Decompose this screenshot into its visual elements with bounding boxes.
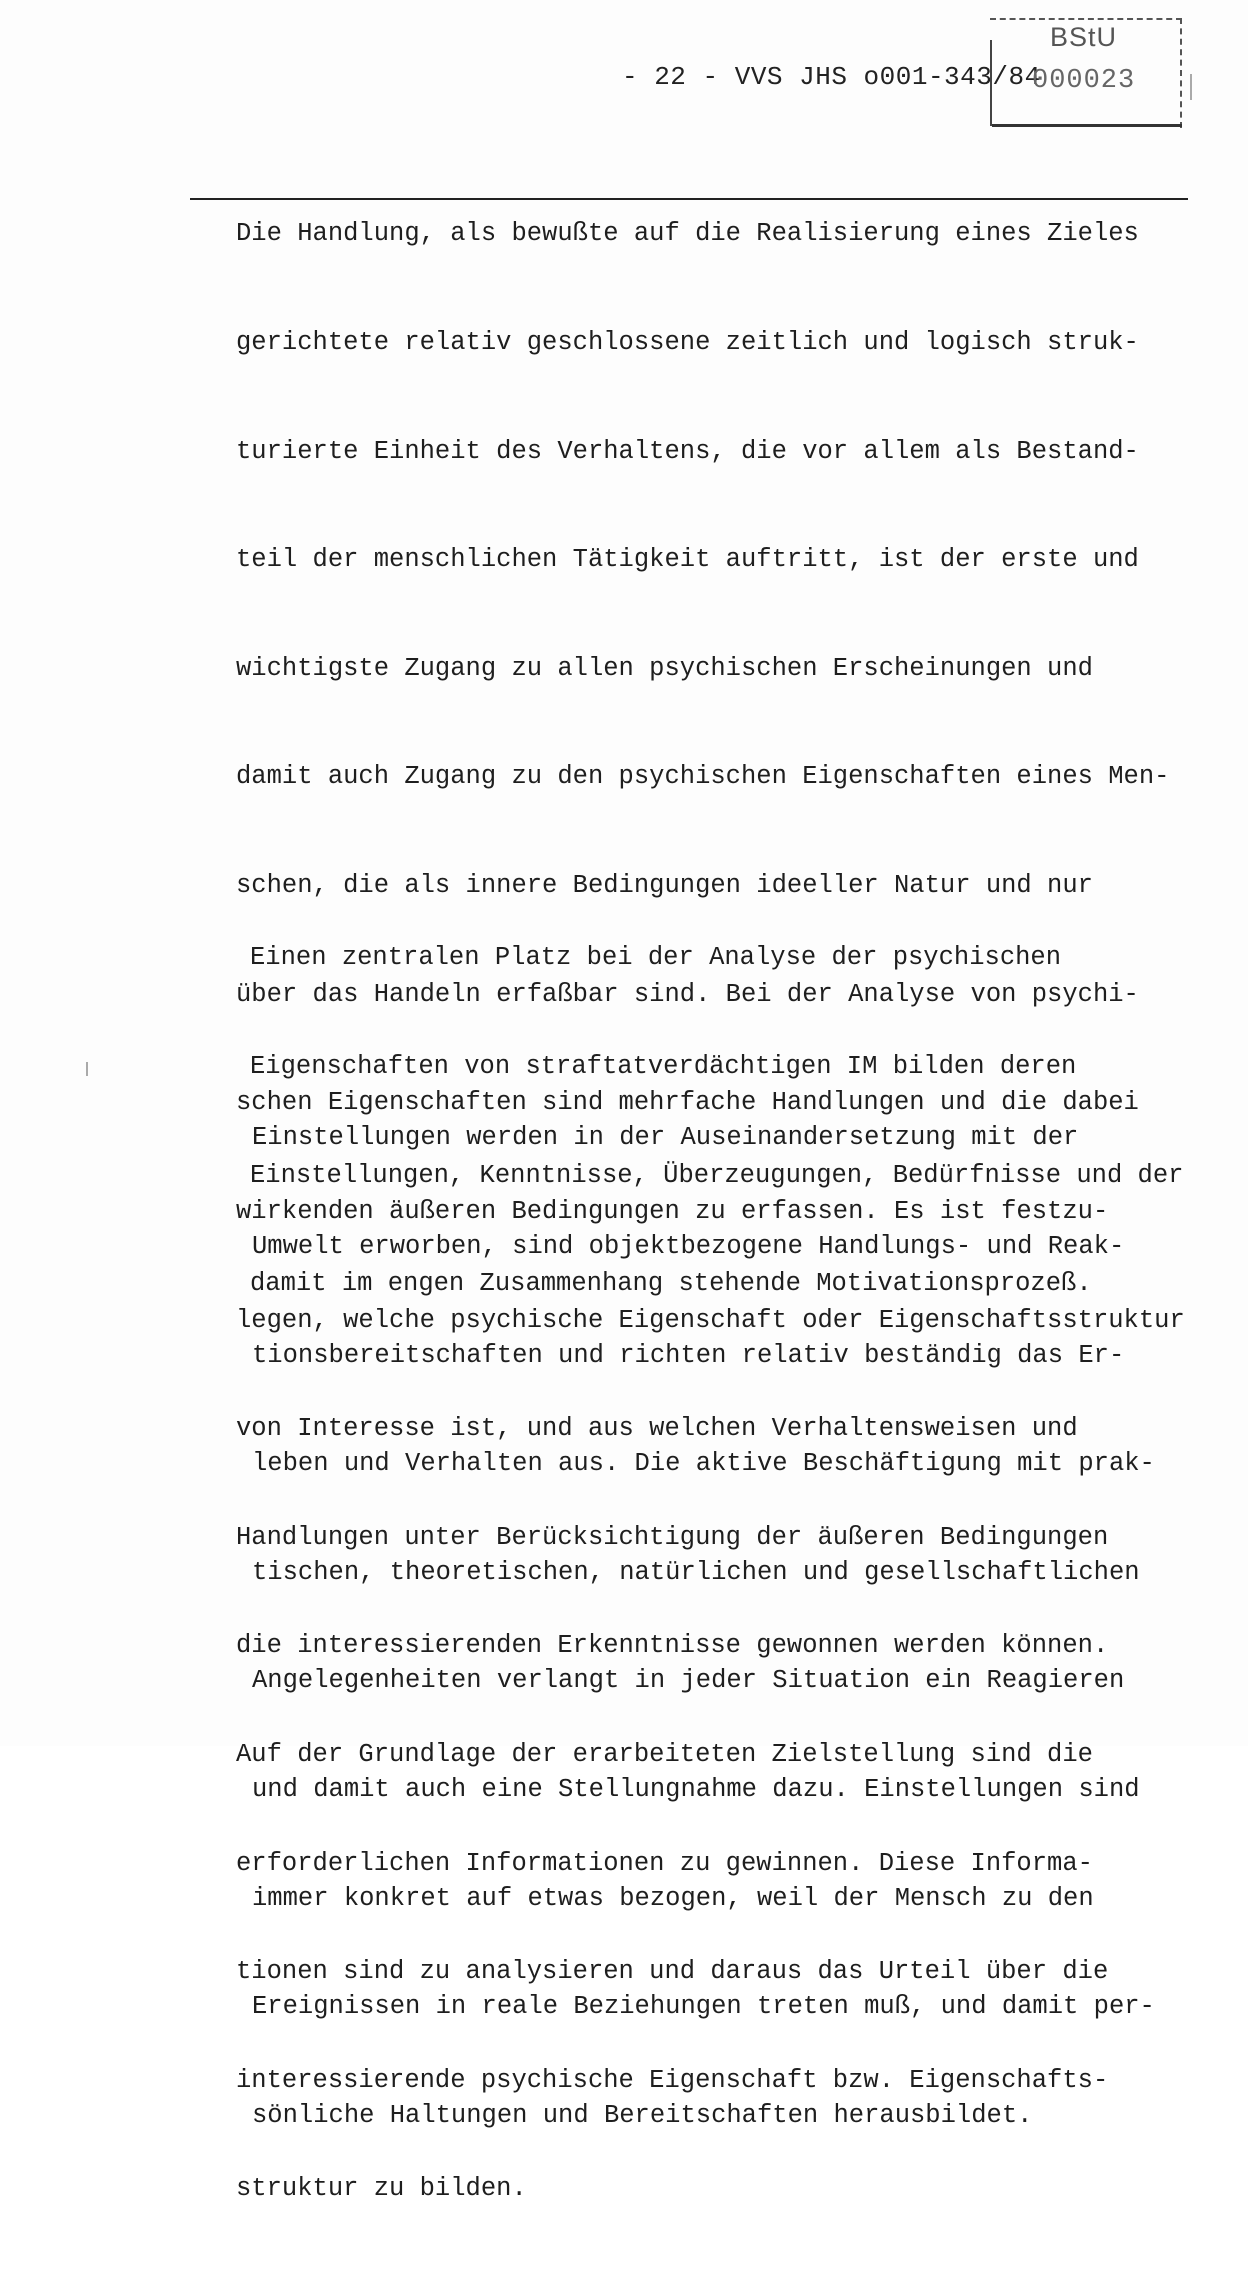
text-line: damit im engen Zusammenhang stehende Motivationsprozeß.: [250, 1269, 1092, 1299]
scan-speck: [86, 1062, 88, 1076]
text-line: tionen sind zu analysieren und daraus das Urteil über die: [236, 1957, 1109, 1987]
text-line: Handlungen unter Berücksichtigung der äußeren Bedingungen: [236, 1522, 1109, 1552]
text-line: teil der menschlichen Tätigkeit auftritt, ist der erste und: [236, 545, 1139, 575]
text-line: tionsbereitschaften und richten relativ beständig das Er-: [252, 1340, 1125, 1370]
text-line: erforderlichen Informationen zu gewinnen. Diese Informa-: [236, 1848, 1093, 1878]
text-line: Die Handlung, als bewußte auf die Realisierung eines Zieles: [236, 219, 1139, 249]
text-line: Einstellungen, Kenntnisse, Überzeugungen, Bedürfnisse und der: [250, 1160, 1184, 1190]
text-line: und damit auch eine Stellungnahme dazu. Einstellungen sind: [252, 1775, 1140, 1805]
page-reference-header: - 22 - VVS JHS o001-343/84: [622, 62, 1041, 92]
text-line: die interessierenden Erkenntnisse gewonnen werden können.: [236, 1631, 1109, 1661]
scan-speck: [1190, 74, 1192, 100]
text-line: wirkenden äußeren Bedingungen zu erfassen. Es ist festzu-: [236, 1196, 1109, 1226]
archive-stamp-bottom-edge: [992, 124, 1182, 127]
text-line: legen, welche psychische Eigenschaft oder Eigenschaftsstruktur: [236, 1305, 1185, 1335]
text-line: von Interesse ist, und aus welchen Verhaltensweisen und: [236, 1414, 1078, 1444]
strikethrough-rule: [190, 198, 1188, 200]
text-line: Angelegenheiten verlangt in jeder Situation ein Reagieren: [252, 1666, 1125, 1696]
text-line: schen, die als innere Bedingungen ideeller Natur und nur: [236, 871, 1093, 901]
text-line: Einen zentralen Platz bei der Analyse der psychischen: [250, 943, 1062, 973]
text-line: schen Eigenschaften sind mehrfache Handlungen und die dabei: [236, 1088, 1139, 1118]
text-line: über das Handeln erfaßbar sind. Bei der Analyse von psychi-: [236, 979, 1139, 1009]
archive-stamp-number: 000023: [1032, 66, 1136, 96]
text-line-struck: gerichtete relativ geschlossene zeitlich und logisch struk-: [236, 328, 1139, 358]
text-line: sönliche Haltungen und Bereitschaften herausbildet.: [252, 2100, 1033, 2130]
text-line: struktur zu bilden.: [236, 2174, 527, 2204]
text-line: Ereignissen in reale Beziehungen treten muß, und damit per-: [252, 1992, 1155, 2022]
text-line: immer konkret auf etwas bezogen, weil der Mensch zu den: [252, 1883, 1094, 1913]
text-line: damit auch Zugang zu den psychischen Eigenschaften eines Men-: [236, 762, 1170, 792]
text-line: Eigenschaften von straftatverdächtigen IM bilden deren: [250, 1052, 1077, 1082]
archive-stamp-title: BStU: [1050, 22, 1118, 52]
text-line: Umwelt erworben, sind objektbezogene Handlungs- und Reak-: [252, 1232, 1125, 1262]
text-line: interessierende psychische Eigenschaft bzw. Eigenschafts-: [236, 2065, 1109, 2095]
text-line: tischen, theoretischen, natürlichen und gesellschaftlichen: [252, 1557, 1140, 1587]
text-line: wichtigste Zugang zu allen psychischen Erscheinungen und: [236, 653, 1093, 683]
text-line: Einstellungen werden in der Auseinandersetzung mit der: [252, 1123, 1079, 1153]
text-line: turierte Einheit des Verhaltens, die vor allem als Bestand-: [236, 436, 1139, 466]
paragraph-3: [252, 1048, 1155, 2207]
text-line: leben und Verhalten aus. Die aktive Beschäftigung mit prak-: [252, 1449, 1155, 1479]
text-line: Auf der Grundlage der erarbeiteten Zielstellung sind die: [236, 1739, 1093, 1769]
archive-stamp-left-edge: [990, 40, 994, 126]
